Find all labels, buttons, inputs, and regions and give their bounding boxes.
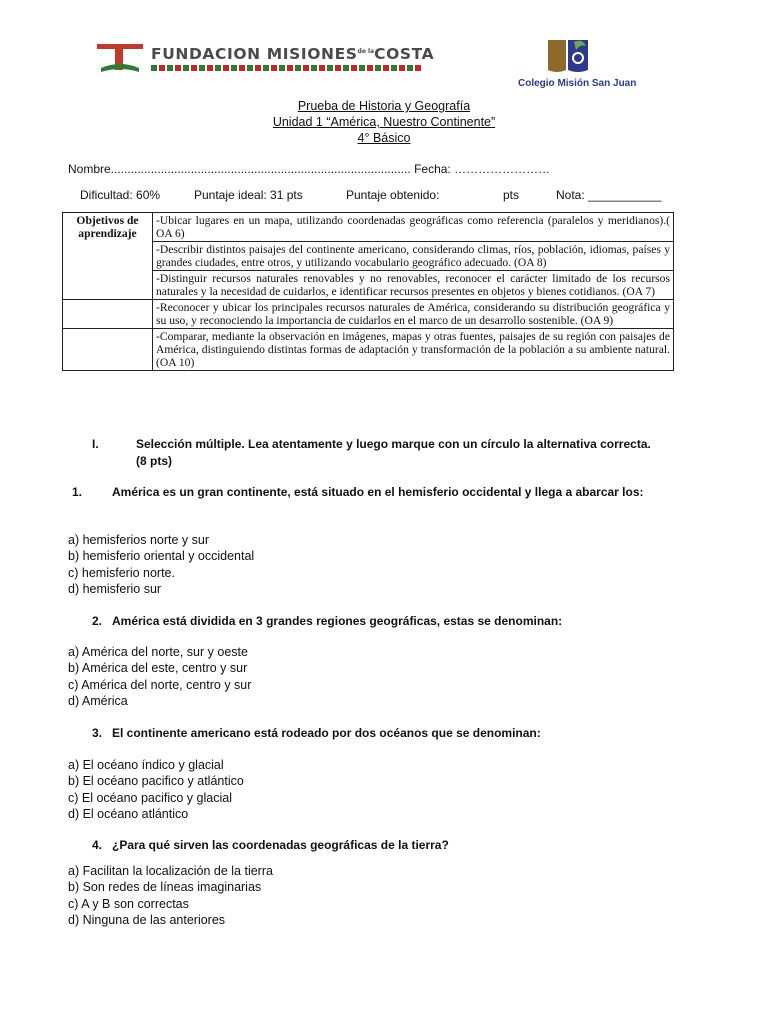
- question-number: 2.: [92, 614, 103, 628]
- objective-row: [63, 329, 674, 371]
- option-b[interactable]: b) Son redes de líneas imaginarias: [68, 880, 262, 895]
- question-text: América es un gran continente, está situado en el hemisferio occidental y llega a abarcar los:: [112, 485, 644, 499]
- objective-row: [63, 271, 674, 300]
- option-c[interactable]: c) A y B son correctas: [68, 896, 189, 911]
- empty-label-cell: [63, 300, 153, 329]
- objective-text: -Distinguir recursos naturales renovables y no renovables, reconocer el carácter limitado de los recursos naturales y la necesidad de cuidarlos, e identificar recursos presentes en objetos y bienes cotidianos. (OA 7): [153, 271, 674, 300]
- question-number: 4.: [92, 838, 103, 852]
- question-4-options: [68, 863, 273, 928]
- objective-text: -Comparar, mediante la observación en imágenes, mapas y otras fuentes, paisajes de su región con paisajes de América, distinguiendo distintas formas de adaptación y transformación de la población a su ambiente natural. (OA 10): [153, 329, 674, 371]
- obtained-score: Puntaje obtenido:: [346, 188, 440, 202]
- option-c[interactable]: c) América del norte, centro y sur: [68, 677, 252, 692]
- question-number: 3.: [92, 726, 103, 740]
- option-a[interactable]: a) Facilitan la localización de la tierra: [68, 864, 273, 878]
- option-b[interactable]: b) El océano pacifico y atlántico: [68, 774, 244, 789]
- exam-title: Prueba de Historia y Geografía: [297, 99, 471, 113]
- empty-label-cell: [63, 329, 153, 371]
- question-1: [72, 484, 710, 501]
- objectives-label: Objetivos de aprendizaje: [63, 213, 153, 300]
- question-text: América está dividida en 3 grandes regiones geográficas, estas se denominan:: [112, 614, 563, 628]
- question-3-options: [68, 757, 244, 822]
- question-3: [92, 725, 692, 742]
- option-b[interactable]: b) hemisferio oriental y occidental: [68, 549, 255, 564]
- score-row: [80, 188, 661, 202]
- difficulty: Dificultad: 60%: [80, 188, 161, 202]
- question-2-options: [68, 644, 251, 709]
- fundacion-logo: [95, 42, 435, 76]
- name-date-line: Nombre.......................................................................................... Fecha: ……………………: [68, 162, 551, 176]
- fundacion-logo-text: FUNDACION $MISIONES^{de la}COSTA$: [151, 45, 435, 63]
- option-a[interactable]: a) hemisferios norte y sur: [68, 533, 210, 547]
- option-d[interactable]: d) hemisferio sur: [68, 581, 162, 596]
- option-d[interactable]: d) El océano atlántico: [68, 806, 189, 821]
- objective-text: -Describir distintos paisajes del continente americano, considerando climas, ríos, población, idiomas, países y grandes ciudades, entre otros, y utilizando vocabulario geográfico adecuado. (OA 8): [153, 242, 674, 271]
- question-text: El continente americano está rodeado por dos océanos que se denominan:: [112, 726, 541, 740]
- question-1-options: [68, 532, 254, 597]
- objective-row: [63, 242, 674, 271]
- objective-row: [63, 213, 674, 242]
- section-title: Selección múltiple. Lea atentamente y luego marque con un círculo la alternativa correcta. (8 pts): [136, 437, 651, 468]
- objectives-table: [62, 212, 674, 371]
- colegio-name: Colegio Misión San Juan: [518, 78, 637, 89]
- logo-stripe: [151, 65, 421, 71]
- pts-label: pts: [503, 188, 520, 202]
- question-2: [92, 613, 692, 630]
- question-text: ¿Para qué sirven las coordenadas geográficas de la tierra?: [112, 838, 449, 852]
- exam-titles: [0, 98, 768, 146]
- colegio-crest-icon: [538, 36, 598, 76]
- option-a[interactable]: a) El océano índico y glacial: [68, 758, 224, 772]
- objective-text: -Reconocer y ubicar los principales recursos naturales de América, considerando su distribución geográfica y su uso, y reconociendo la importancia de cuidarlos en el marco de un desarrollo sostenible. (OA 9): [153, 300, 674, 329]
- option-d[interactable]: d) Ninguna de las anteriores: [68, 912, 226, 927]
- objective-text: -Ubicar lugares en un mapa, utilizando coordenadas geográficas como referencia (paralelos y meridianos).( OA 6): [153, 213, 674, 242]
- question-4: [92, 837, 692, 854]
- objective-row: [63, 300, 674, 329]
- exam-unit: Unidad 1 “América, Nuestro Continente”: [272, 115, 496, 129]
- option-d[interactable]: d) América: [68, 693, 128, 708]
- colegio-logo: [518, 36, 637, 96]
- exam-grade: 4° Básico: [357, 131, 411, 145]
- ideal-score: Puntaje ideal: 31 pts: [194, 188, 303, 202]
- option-c[interactable]: c) El océano pacifico y glacial: [68, 790, 232, 805]
- fundacion-logo-icon: [95, 42, 145, 74]
- option-a[interactable]: a) América del norte, sur y oeste: [68, 645, 248, 659]
- grade: Nota: ___________: [556, 188, 662, 202]
- option-c[interactable]: c) hemisferio norte.: [68, 565, 175, 580]
- option-b[interactable]: b) América del este, centro y sur: [68, 661, 248, 676]
- section-number: I.: [92, 437, 99, 451]
- question-number: 1.: [72, 485, 83, 499]
